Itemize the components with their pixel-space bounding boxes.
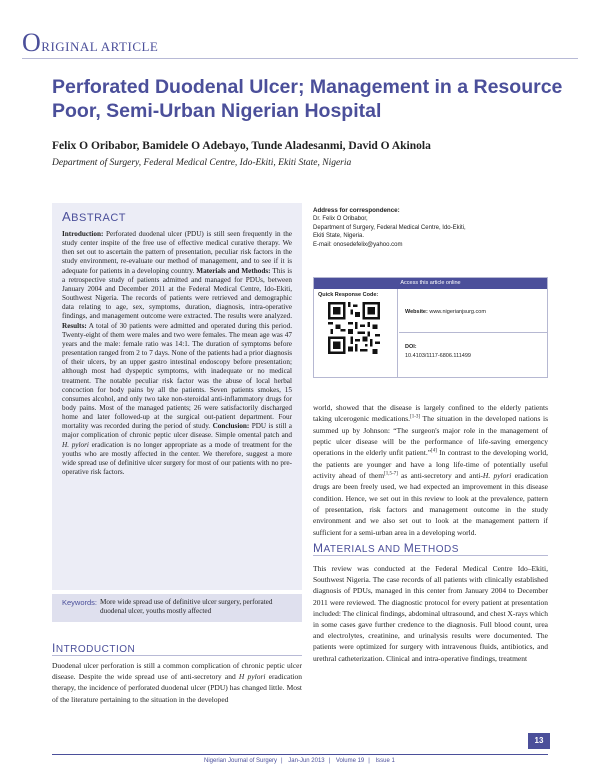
- access-heading: Access this article online: [314, 278, 547, 289]
- doi-row: [399, 333, 547, 361]
- abstract-body: [62, 230, 292, 477]
- abstract-heading-rest: BSTRACT: [71, 212, 127, 224]
- intro-hpylori: H pylori: [238, 672, 266, 682]
- page-number: 13: [528, 733, 550, 749]
- rc-text-a: world, showed that the disease is largely confined to the elderly patients taking ulcerogenic medications.: [313, 403, 548, 424]
- section-tag: [22, 28, 158, 58]
- methods-body: This review was conducted at the Federal Medical Centre Ido–Ekiti, Southwest Nigeria. The case records of all patients with clinically established diagnosis of PDUs, managed in this center from January 2004 to December 2011 were reviewed. The diagnostic protocol for every patient at presentation included: The clinical findings, abdominal ultrasound, and chest X-rays which in some cases gave further credence to the diagnosis. Full blood count, urea and electrolytes, creatinine, and urinalysis results were documented. The patients were optimized for surgery with intravenous fluids, antibiotics, and urethral catheterization. Clinical and intra-operative findings, treatment: [313, 564, 549, 663]
- header-rule: [22, 58, 578, 59]
- abstract-heading: [62, 209, 292, 224]
- methods-heading-rest: ATERIALS AND: [323, 544, 404, 555]
- qr-label: Quick Response Code:: [318, 292, 379, 298]
- correspondence-dept: Department of Surgery, Federal Medical Centre, Ido-Ekiti,: [313, 224, 466, 231]
- abstract-box: [52, 203, 302, 590]
- abstract-conclusion-hpylori: H. pylori: [62, 440, 89, 449]
- qr-code-icon[interactable]: [328, 302, 380, 354]
- abstract-methods-label: Materials and Methods:: [196, 266, 271, 275]
- access-online-box: [313, 277, 548, 378]
- abstract-methods-text: This is a retrospective study of patients admitted and managed for PDUs, between January 2004 and December 2011 at the Federal Medical Centre, Ido-Ekiti, Southwest Nigeria. The records of patients were retrieved and demographic data relating to age, sex, symptoms, duration, diagnosis, intra-operative findings, and management outcome were extracted. The results were analyzed.: [62, 266, 293, 321]
- introduction-body: [52, 660, 302, 705]
- journal-footer: Nigerian Journal of Surgery | Jan-Jun 2013 | Volume 19 | Issue 1: [204, 758, 395, 764]
- intro-text-2: eradication therapy, the incidence of perforated duodenal ulcer (PDU) has changed little. Most of the literature pertaining to the situation in the developed: [52, 672, 302, 704]
- rc-ref-2: [4]: [431, 448, 437, 454]
- correspondence-state: Ekiti State, Nigeria.: [313, 233, 365, 240]
- abstract-intro-text: Perforated duodenal ulcer (PDU) is still seen frequently in the study center inspite of the free use of effective medical curative therapy. We then set out to ascertain the pattern of presentation, peculiar risk factors in the study environment, re-evaluate our method of management, and to see if it is adequate for patients in a developing country.: [62, 230, 292, 275]
- abstract-intro-label: Introduction:: [62, 230, 104, 238]
- abstract-results-text: A total of 30 patients were admitted and operated during this period. Twenty-eight of them were males and two were females. The mean age was 47 years and the male: female ratio was 14:1. The duration of symptoms before presentation ranged from 2 to 7 days. None of the patients had a prior diagnosis of their ulcers, by an upper gastro intestinal endoscopy before presentation; although most had dyspeptic symptoms, with inadequate or no medical treatment. The notable peculiar risk factor was the abuse of local herbal concoction for body pains by all the patients. Seven patients smokes, 15 consumes alcohol, and only two take non-steroidal anti-inflammatory drugs for body pains. Most of the managed patients; 26 were satisfactorily discharged home and later followed-up at the surgical out-patient department. Four mortality was recorded during the period of study.: [62, 321, 292, 431]
- rc-text-c: In contrast to the developing world, the patients are younger and have a long life-time of potentially useful activity ahead of them: [313, 448, 549, 481]
- methods-heading-initial: M: [313, 541, 324, 555]
- author-affiliation: Department of Surgery, Federal Medical Centre, Ido-Ekiti, Ekiti State, Nigeria: [52, 158, 352, 168]
- abstract-results-label: Results:: [62, 321, 87, 330]
- access-info-panel: [399, 289, 547, 377]
- rc-ref-1: [1-3]: [410, 414, 421, 420]
- methods-heading-rest-2: ETHODS: [414, 544, 459, 555]
- article-title: Perforated Duodenal Ulcer; Management in a Resource Poor, Semi-Urban Nigerian Hospital: [52, 76, 563, 122]
- author-list: Felix O Oribabor, Bamidele O Adebayo, Tunde Aladesanmi, David O Akinola: [52, 140, 431, 152]
- keywords-box: [52, 594, 302, 622]
- correspondence-name: Dr. Felix O Oribabor,: [313, 216, 368, 223]
- doi-label: DOI:: [405, 344, 417, 350]
- correspondence-block: [313, 207, 548, 249]
- abstract-conclusion-label: Conclusion:: [212, 422, 250, 431]
- methods-heading: [313, 541, 459, 555]
- intro-text-1: Duodenal ulcer perforation is still a common complication of chronic peptic ulcer disease. Despite the wide spread use of anti-secretory and: [52, 661, 302, 682]
- tag-rest: RIGINAL ARTICLE: [41, 39, 159, 54]
- abstract-conclusion-text: PDU is still a major complication of chronic peptic ulcer disease. Simple omental patch and: [62, 422, 293, 440]
- abstract-conclusion-text-2: eradication is no longer appropriate as a mode of treatment for the youths who are mostly affected in the center. We therefore, suggest a more wide spread use of definitive ulcer surgery for most of our patients with no pre-operative risk factors.: [62, 440, 293, 477]
- website-row: [399, 289, 547, 333]
- tag-initial: O: [22, 28, 42, 57]
- introduction-heading: [52, 641, 135, 655]
- rc-text-b: The situation in the developed nations is summed up by Johnson: “The surgeon's major role in the management of peptic ulcer disease will be the performance of life-saving emergency operations in the elderly unfit patient.”: [313, 414, 549, 458]
- qr-panel: [314, 289, 398, 377]
- website-label: Website:: [405, 309, 428, 315]
- methods-heading-initial-2: M: [403, 541, 415, 555]
- rc-ref-3: [1,5-7]: [384, 471, 398, 477]
- correspondence-title: Address for correspondence:: [313, 207, 400, 214]
- introduction-continued: [313, 402, 548, 538]
- intro-heading-initial: I: [52, 641, 56, 655]
- doi-value[interactable]: 10.4103/1117-6806.111499: [405, 353, 471, 359]
- rc-text-e: eradication drugs are been freely used, we had expected an improvement in this disease condition. Hence, we set out in this review to look at the prevalence, pattern of presentation, risk factors and management outcome in the study environment and we also set out to look at the management pattern if sufficient for a semi-urban area in a developing world.: [313, 471, 548, 537]
- website-link[interactable]: www.nigerianjsurg.com: [429, 309, 486, 315]
- footer-volume: Volume 19: [335, 758, 365, 764]
- footer-issue: Issue 1: [375, 758, 395, 764]
- correspondence-email[interactable]: E-mail: onosedefelix@yahoo.com: [313, 241, 403, 248]
- footer-journal: Nigerian Journal of Surgery: [204, 758, 278, 764]
- rc-text-d: as anti-secretory and anti-: [397, 471, 483, 481]
- abstract-heading-initial: A: [62, 209, 72, 224]
- footer-rule: [52, 754, 548, 755]
- keywords-text: More wide spread use of definitive ulcer surgery, perforated duodenal ulcer, youths mostly affected: [100, 598, 273, 615]
- methods-rule: [313, 555, 548, 556]
- intro-heading-rest: NTRODUCTION: [55, 644, 136, 655]
- keywords-label: Keywords:: [62, 598, 98, 607]
- footer-date: Jan-Jun 2013: [288, 758, 325, 764]
- rc-hpylori: H. pylori: [482, 471, 512, 481]
- introduction-rule: [52, 655, 302, 656]
